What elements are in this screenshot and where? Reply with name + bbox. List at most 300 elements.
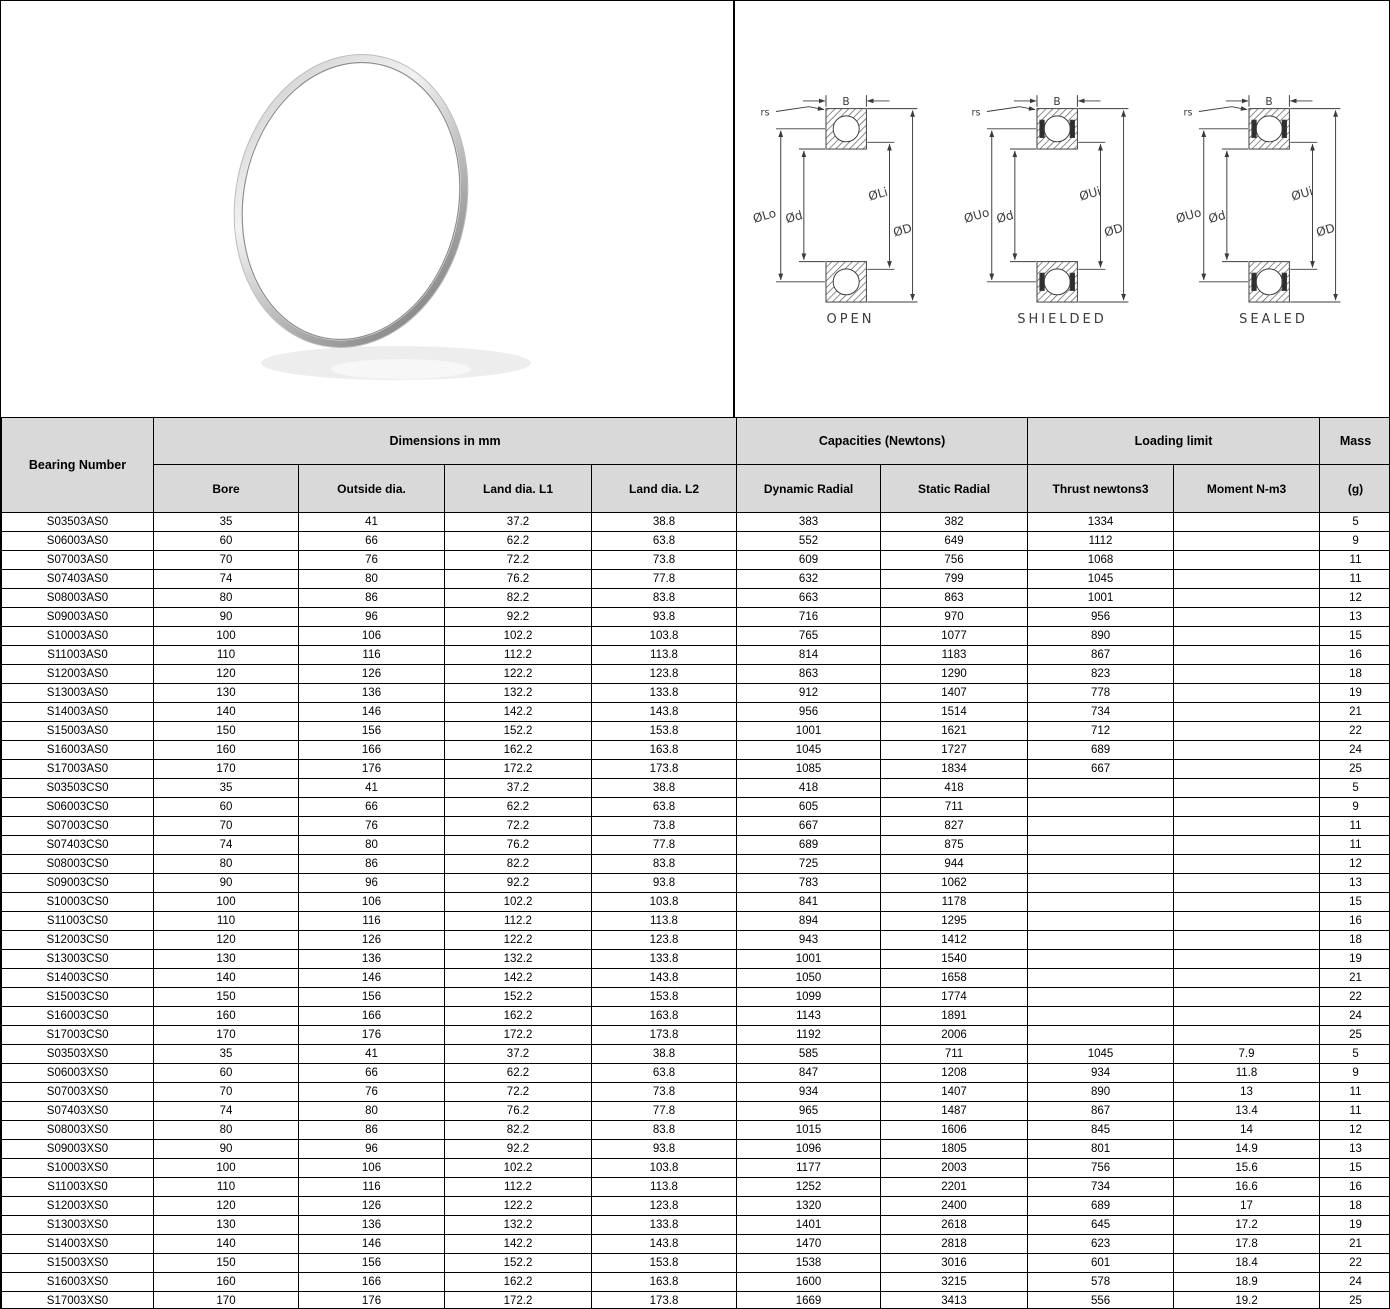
table-cell: 146 bbox=[299, 969, 445, 988]
table-cell: 578 bbox=[1028, 1273, 1174, 1292]
table-cell: 13 bbox=[1320, 874, 1390, 893]
table-cell: 73.8 bbox=[592, 551, 737, 570]
table-cell: 552 bbox=[737, 532, 881, 551]
table-cell: 18 bbox=[1320, 665, 1390, 684]
table-cell: 150 bbox=[154, 988, 299, 1007]
table-cell: 72.2 bbox=[445, 1083, 592, 1102]
table-cell: 716 bbox=[737, 608, 881, 627]
table-cell: 965 bbox=[737, 1102, 881, 1121]
table-cell: 16 bbox=[1320, 646, 1390, 665]
label-bore-dia: Ød bbox=[994, 207, 1016, 226]
table-cell bbox=[1028, 855, 1174, 874]
table-cell: 1727 bbox=[881, 741, 1028, 760]
table-cell: 1334 bbox=[1028, 513, 1174, 532]
table-cell: 35 bbox=[154, 1045, 299, 1064]
table-cell: 663 bbox=[737, 589, 881, 608]
table-row bbox=[2, 874, 1390, 893]
table-cell: S15003CS0 bbox=[2, 988, 154, 1007]
table-cell: 106 bbox=[299, 627, 445, 646]
label-bore-dia: Ød bbox=[783, 207, 804, 226]
table-cell: 823 bbox=[1028, 665, 1174, 684]
table-cell: 1487 bbox=[881, 1102, 1028, 1121]
table-row bbox=[2, 570, 1390, 589]
label-outer-dia: ØUo bbox=[1173, 204, 1203, 226]
table-cell: 11.8 bbox=[1174, 1064, 1320, 1083]
table-cell: 1001 bbox=[1028, 589, 1174, 608]
table-row bbox=[2, 665, 1390, 684]
table-cell: 86 bbox=[299, 855, 445, 874]
table-cell: 1606 bbox=[881, 1121, 1028, 1140]
table-cell: 153.8 bbox=[592, 988, 737, 1007]
header-bore: Bore bbox=[154, 465, 299, 513]
table-cell: 80 bbox=[154, 1121, 299, 1140]
table-cell: 38.8 bbox=[592, 779, 737, 798]
table-cell bbox=[1174, 912, 1320, 931]
table-row bbox=[2, 1178, 1390, 1197]
table-cell: 142.2 bbox=[445, 703, 592, 722]
header-bearing-number: Bearing Number bbox=[2, 418, 154, 513]
table-cell: 96 bbox=[299, 874, 445, 893]
table-cell: 912 bbox=[737, 684, 881, 703]
table-cell: 92.2 bbox=[445, 608, 592, 627]
table-cell: 76.2 bbox=[445, 570, 592, 589]
table-cell bbox=[1174, 1026, 1320, 1045]
table-cell: 3215 bbox=[881, 1273, 1028, 1292]
table-cell: 1891 bbox=[881, 1007, 1028, 1026]
table-cell: S13003AS0 bbox=[2, 684, 154, 703]
table-row bbox=[2, 1007, 1390, 1026]
table-cell: 90 bbox=[154, 874, 299, 893]
table-cell bbox=[1028, 988, 1174, 1007]
table-cell: 25 bbox=[1320, 1026, 1390, 1045]
table-cell: 172.2 bbox=[445, 1292, 592, 1309]
table-cell: 1320 bbox=[737, 1197, 881, 1216]
table-cell: 140 bbox=[154, 1235, 299, 1254]
table-cell: 1407 bbox=[881, 684, 1028, 703]
table-cell: S08003CS0 bbox=[2, 855, 154, 874]
table-cell: 103.8 bbox=[592, 1159, 737, 1178]
table-cell: 841 bbox=[737, 893, 881, 912]
table-row bbox=[2, 1197, 1390, 1216]
photo-shadow-soft bbox=[331, 359, 471, 379]
table-cell: 845 bbox=[1028, 1121, 1174, 1140]
table-cell: 765 bbox=[737, 627, 881, 646]
table-cell: 1085 bbox=[737, 760, 881, 779]
table-cell: 173.8 bbox=[592, 1292, 737, 1309]
table-cell: 725 bbox=[737, 855, 881, 874]
table-cell bbox=[1174, 570, 1320, 589]
table-row bbox=[2, 1140, 1390, 1159]
table-cell: 143.8 bbox=[592, 1235, 737, 1254]
table-cell: 146 bbox=[299, 1235, 445, 1254]
table-cell: 77.8 bbox=[592, 836, 737, 855]
table-cell: 122.2 bbox=[445, 665, 592, 684]
bearing-cross-section bbox=[1172, 92, 1376, 310]
bearing-spec-table bbox=[1, 417, 1390, 1309]
table-cell: 21 bbox=[1320, 703, 1390, 722]
table-cell: 645 bbox=[1028, 1216, 1174, 1235]
table-cell: 944 bbox=[881, 855, 1028, 874]
table-cell: 102.2 bbox=[445, 1159, 592, 1178]
table-cell: 60 bbox=[154, 532, 299, 551]
table-cell: 116 bbox=[299, 1178, 445, 1197]
table-cell: 801 bbox=[1028, 1140, 1174, 1159]
table-cell: 21 bbox=[1320, 1235, 1390, 1254]
table-cell: 86 bbox=[299, 1121, 445, 1140]
table-cell: 19 bbox=[1320, 950, 1390, 969]
table-cell: 90 bbox=[154, 608, 299, 627]
table-cell: S07003XS0 bbox=[2, 1083, 154, 1102]
table-cell: 1621 bbox=[881, 722, 1028, 741]
table-cell bbox=[1174, 532, 1320, 551]
table-cell: S11003AS0 bbox=[2, 646, 154, 665]
table-cell: 132.2 bbox=[445, 684, 592, 703]
table-cell: 21 bbox=[1320, 969, 1390, 988]
table-cell: 176 bbox=[299, 1026, 445, 1045]
table-cell: 156 bbox=[299, 1254, 445, 1273]
table-cell: 162.2 bbox=[445, 741, 592, 760]
table-cell: 22 bbox=[1320, 1254, 1390, 1273]
table-cell: 1412 bbox=[881, 931, 1028, 950]
table-cell: 16.6 bbox=[1174, 1178, 1320, 1197]
label-od-dia: ØD bbox=[1314, 220, 1337, 240]
diagram-open bbox=[749, 92, 953, 327]
table-cell: 74 bbox=[154, 836, 299, 855]
table-cell: S13003XS0 bbox=[2, 1216, 154, 1235]
table-cell bbox=[1174, 931, 1320, 950]
diagram-panel bbox=[735, 1, 1389, 417]
table-cell: S09003AS0 bbox=[2, 608, 154, 627]
table-row bbox=[2, 988, 1390, 1007]
table-cell: 173.8 bbox=[592, 760, 737, 779]
table-cell: 1050 bbox=[737, 969, 881, 988]
table-cell: 934 bbox=[1028, 1064, 1174, 1083]
table-cell: 13.4 bbox=[1174, 1102, 1320, 1121]
table-cell: 601 bbox=[1028, 1254, 1174, 1273]
table-row bbox=[2, 551, 1390, 570]
table-cell: 106 bbox=[299, 893, 445, 912]
table-cell: S12003XS0 bbox=[2, 1197, 154, 1216]
table-cell: 24 bbox=[1320, 1273, 1390, 1292]
table-cell: 133.8 bbox=[592, 684, 737, 703]
table-cell: 11 bbox=[1320, 551, 1390, 570]
table-cell: 12 bbox=[1320, 589, 1390, 608]
table-cell: 18 bbox=[1320, 1197, 1390, 1216]
table-cell: S16003AS0 bbox=[2, 741, 154, 760]
label-od-dia: ØD bbox=[1102, 220, 1125, 240]
table-cell: 80 bbox=[154, 855, 299, 874]
table-cell: 1001 bbox=[737, 950, 881, 969]
table-cell bbox=[1174, 513, 1320, 532]
table-cell: 173.8 bbox=[592, 1026, 737, 1045]
table-cell: 1015 bbox=[737, 1121, 881, 1140]
table-cell: 143.8 bbox=[592, 703, 737, 722]
table-cell: 66 bbox=[299, 532, 445, 551]
table-cell: 130 bbox=[154, 950, 299, 969]
table-cell: 25 bbox=[1320, 760, 1390, 779]
table-cell: 37.2 bbox=[445, 779, 592, 798]
table-cell: 142.2 bbox=[445, 1235, 592, 1254]
table-cell: 116 bbox=[299, 646, 445, 665]
table-cell: 383 bbox=[737, 513, 881, 532]
table-cell: 93.8 bbox=[592, 1140, 737, 1159]
table-cell: 13 bbox=[1320, 608, 1390, 627]
table-cell: 15 bbox=[1320, 1159, 1390, 1178]
table-cell bbox=[1028, 950, 1174, 969]
table-cell: 1177 bbox=[737, 1159, 881, 1178]
header-group-loading-limit: Loading limit bbox=[1028, 418, 1320, 465]
table-cell: 2618 bbox=[881, 1216, 1028, 1235]
bearing-ring bbox=[209, 34, 492, 368]
table-cell: 100 bbox=[154, 627, 299, 646]
table-row bbox=[2, 931, 1390, 950]
table-cell: 827 bbox=[881, 817, 1028, 836]
table-cell: 102.2 bbox=[445, 893, 592, 912]
table-row bbox=[2, 1121, 1390, 1140]
table-cell: 9 bbox=[1320, 532, 1390, 551]
table-cell: 93.8 bbox=[592, 608, 737, 627]
table-cell: 17 bbox=[1174, 1197, 1320, 1216]
table-cell: 76.2 bbox=[445, 836, 592, 855]
diagram-shielded bbox=[960, 92, 1164, 327]
table-cell: 160 bbox=[154, 1273, 299, 1292]
table-cell: 63.8 bbox=[592, 1064, 737, 1083]
table-cell: 5 bbox=[1320, 779, 1390, 798]
table-cell: 1834 bbox=[881, 760, 1028, 779]
table-cell: 126 bbox=[299, 665, 445, 684]
table-cell: 689 bbox=[1028, 741, 1174, 760]
table-cell: 76 bbox=[299, 1083, 445, 1102]
table-cell: 756 bbox=[881, 551, 1028, 570]
table-cell: 82.2 bbox=[445, 855, 592, 874]
table-cell: 1600 bbox=[737, 1273, 881, 1292]
table-cell: 74 bbox=[154, 570, 299, 589]
table-row bbox=[2, 646, 1390, 665]
table-cell: 113.8 bbox=[592, 646, 737, 665]
table-cell: 1192 bbox=[737, 1026, 881, 1045]
table-cell: 382 bbox=[881, 513, 1028, 532]
table-cell: 1540 bbox=[881, 950, 1028, 969]
table-row bbox=[2, 627, 1390, 646]
table-cell: 133.8 bbox=[592, 950, 737, 969]
table-cell: 19 bbox=[1320, 1216, 1390, 1235]
table-cell: 140 bbox=[154, 969, 299, 988]
table-cell bbox=[1174, 969, 1320, 988]
table-cell: 814 bbox=[737, 646, 881, 665]
table-cell: 106 bbox=[299, 1159, 445, 1178]
table-cell: 1077 bbox=[881, 627, 1028, 646]
table-cell: 867 bbox=[1028, 1102, 1174, 1121]
table-cell: 1112 bbox=[1028, 532, 1174, 551]
table-cell: S14003CS0 bbox=[2, 969, 154, 988]
table-cell: 24 bbox=[1320, 1007, 1390, 1026]
table-row bbox=[2, 1254, 1390, 1273]
table-cell: 92.2 bbox=[445, 1140, 592, 1159]
table-cell: 153.8 bbox=[592, 1254, 737, 1273]
table-cell: 112.2 bbox=[445, 646, 592, 665]
table-cell: 1295 bbox=[881, 912, 1028, 931]
label-rs: rs bbox=[760, 106, 770, 118]
table-cell: S07003CS0 bbox=[2, 817, 154, 836]
table-cell: 172.2 bbox=[445, 1026, 592, 1045]
table-cell: 18.9 bbox=[1174, 1273, 1320, 1292]
table-cell: 24 bbox=[1320, 741, 1390, 760]
table-row bbox=[2, 1026, 1390, 1045]
table-cell: 142.2 bbox=[445, 969, 592, 988]
table-cell: 956 bbox=[1028, 608, 1174, 627]
table-cell: S10003XS0 bbox=[2, 1159, 154, 1178]
table-cell bbox=[1028, 836, 1174, 855]
top-section bbox=[1, 1, 1389, 417]
table-cell: 170 bbox=[154, 1292, 299, 1309]
table-cell: 63.8 bbox=[592, 798, 737, 817]
table-cell: S12003CS0 bbox=[2, 931, 154, 950]
table-cell: 1658 bbox=[881, 969, 1028, 988]
table-cell: 1099 bbox=[737, 988, 881, 1007]
table-cell: 35 bbox=[154, 513, 299, 532]
table-cell: 2201 bbox=[881, 1178, 1028, 1197]
table-cell bbox=[1028, 1026, 1174, 1045]
table-cell: 2818 bbox=[881, 1235, 1028, 1254]
table-cell: 2003 bbox=[881, 1159, 1028, 1178]
table-cell bbox=[1174, 646, 1320, 665]
table-cell: 82.2 bbox=[445, 589, 592, 608]
table-cell bbox=[1174, 722, 1320, 741]
table-cell: 1470 bbox=[737, 1235, 881, 1254]
table-cell: 1805 bbox=[881, 1140, 1028, 1159]
table-row bbox=[2, 684, 1390, 703]
table-cell bbox=[1028, 779, 1174, 798]
header-land-dia-l1: Land dia. L1 bbox=[445, 465, 592, 513]
table-cell: 140 bbox=[154, 703, 299, 722]
table-cell bbox=[1174, 893, 1320, 912]
table-cell: 162.2 bbox=[445, 1273, 592, 1292]
table-row bbox=[2, 760, 1390, 779]
table-cell: 585 bbox=[737, 1045, 881, 1064]
table-cell: 70 bbox=[154, 1083, 299, 1102]
table-cell: 11 bbox=[1320, 570, 1390, 589]
table-cell: S10003AS0 bbox=[2, 627, 154, 646]
table-row bbox=[2, 513, 1390, 532]
label-outer-dia: ØLo bbox=[750, 205, 778, 226]
table-cell: 122.2 bbox=[445, 1197, 592, 1216]
table-cell: S16003XS0 bbox=[2, 1273, 154, 1292]
table-cell: 72.2 bbox=[445, 551, 592, 570]
label-inner-dia: ØUi bbox=[1077, 183, 1103, 204]
table-cell: S09003CS0 bbox=[2, 874, 154, 893]
table-cell bbox=[1174, 950, 1320, 969]
table-cell: 1401 bbox=[737, 1216, 881, 1235]
table-cell: 799 bbox=[881, 570, 1028, 589]
table-cell: 934 bbox=[737, 1083, 881, 1102]
thin-section-bearing-photo bbox=[1, 1, 735, 417]
table-cell: 41 bbox=[299, 1045, 445, 1064]
table-cell: 25 bbox=[1320, 1292, 1390, 1309]
table-cell: 1183 bbox=[881, 646, 1028, 665]
table-cell: 80 bbox=[299, 1102, 445, 1121]
header-group-capacities: Capacities (Newtons) bbox=[737, 418, 1028, 465]
table-cell: 623 bbox=[1028, 1235, 1174, 1254]
table-cell: 13 bbox=[1320, 1140, 1390, 1159]
table-cell: 689 bbox=[737, 836, 881, 855]
table-cell: 1407 bbox=[881, 1083, 1028, 1102]
table-cell: S07403CS0 bbox=[2, 836, 154, 855]
table-cell: 16 bbox=[1320, 912, 1390, 931]
table-cell: 80 bbox=[299, 836, 445, 855]
table-cell: 11 bbox=[1320, 1102, 1390, 1121]
table-cell bbox=[1174, 855, 1320, 874]
table-cell: 136 bbox=[299, 950, 445, 969]
table-cell: 62.2 bbox=[445, 798, 592, 817]
table-cell: 17.8 bbox=[1174, 1235, 1320, 1254]
table-cell: 76 bbox=[299, 817, 445, 836]
table-cell: 110 bbox=[154, 912, 299, 931]
label-outer-dia: ØUo bbox=[962, 204, 991, 226]
table-row bbox=[2, 1216, 1390, 1235]
table-cell: 16 bbox=[1320, 1178, 1390, 1197]
table-cell: 166 bbox=[299, 741, 445, 760]
table-cell: 22 bbox=[1320, 988, 1390, 1007]
table-cell: 15.6 bbox=[1174, 1159, 1320, 1178]
table-row bbox=[2, 1102, 1390, 1121]
product-photo-panel bbox=[1, 1, 735, 417]
table-cell: 418 bbox=[737, 779, 881, 798]
table-cell: 15 bbox=[1320, 893, 1390, 912]
label-inner-dia: ØUi bbox=[1289, 183, 1314, 204]
table-cell: 1538 bbox=[737, 1254, 881, 1273]
table-cell: 14.9 bbox=[1174, 1140, 1320, 1159]
table-cell bbox=[1174, 988, 1320, 1007]
bearing-cross-section bbox=[960, 92, 1164, 310]
table-cell: 649 bbox=[881, 532, 1028, 551]
table-cell: 15 bbox=[1320, 627, 1390, 646]
table-cell: 156 bbox=[299, 722, 445, 741]
table-row bbox=[2, 950, 1390, 969]
header-mass-g: (g) bbox=[1320, 465, 1390, 513]
table-cell: 163.8 bbox=[592, 1007, 737, 1026]
table-cell: S07003AS0 bbox=[2, 551, 154, 570]
header-group-dimensions: Dimensions in mm bbox=[154, 418, 737, 465]
table-cell: 756 bbox=[1028, 1159, 1174, 1178]
table-cell: 150 bbox=[154, 1254, 299, 1273]
table-cell: 133.8 bbox=[592, 1216, 737, 1235]
table-cell: 1514 bbox=[881, 703, 1028, 722]
table-cell: S06003XS0 bbox=[2, 1064, 154, 1083]
table-cell bbox=[1174, 760, 1320, 779]
table-cell: 41 bbox=[299, 779, 445, 798]
table-cell: 123.8 bbox=[592, 931, 737, 950]
table-cell: 90 bbox=[154, 1140, 299, 1159]
table-cell: S14003AS0 bbox=[2, 703, 154, 722]
table-cell: 890 bbox=[1028, 1083, 1174, 1102]
table-cell: 11 bbox=[1320, 836, 1390, 855]
table-row bbox=[2, 1045, 1390, 1064]
table-cell: 93.8 bbox=[592, 874, 737, 893]
table-cell: 150 bbox=[154, 722, 299, 741]
table-row bbox=[2, 836, 1390, 855]
table-cell: 970 bbox=[881, 608, 1028, 627]
table-cell: S08003AS0 bbox=[2, 589, 154, 608]
table-cell: 80 bbox=[154, 589, 299, 608]
table-cell: 3016 bbox=[881, 1254, 1028, 1273]
table-cell: 112.2 bbox=[445, 912, 592, 931]
table-cell: 103.8 bbox=[592, 893, 737, 912]
table-cell: 5 bbox=[1320, 513, 1390, 532]
table-cell: 152.2 bbox=[445, 988, 592, 1007]
table-cell: 18.4 bbox=[1174, 1254, 1320, 1273]
table-cell: 1178 bbox=[881, 893, 1028, 912]
table-cell bbox=[1174, 551, 1320, 570]
